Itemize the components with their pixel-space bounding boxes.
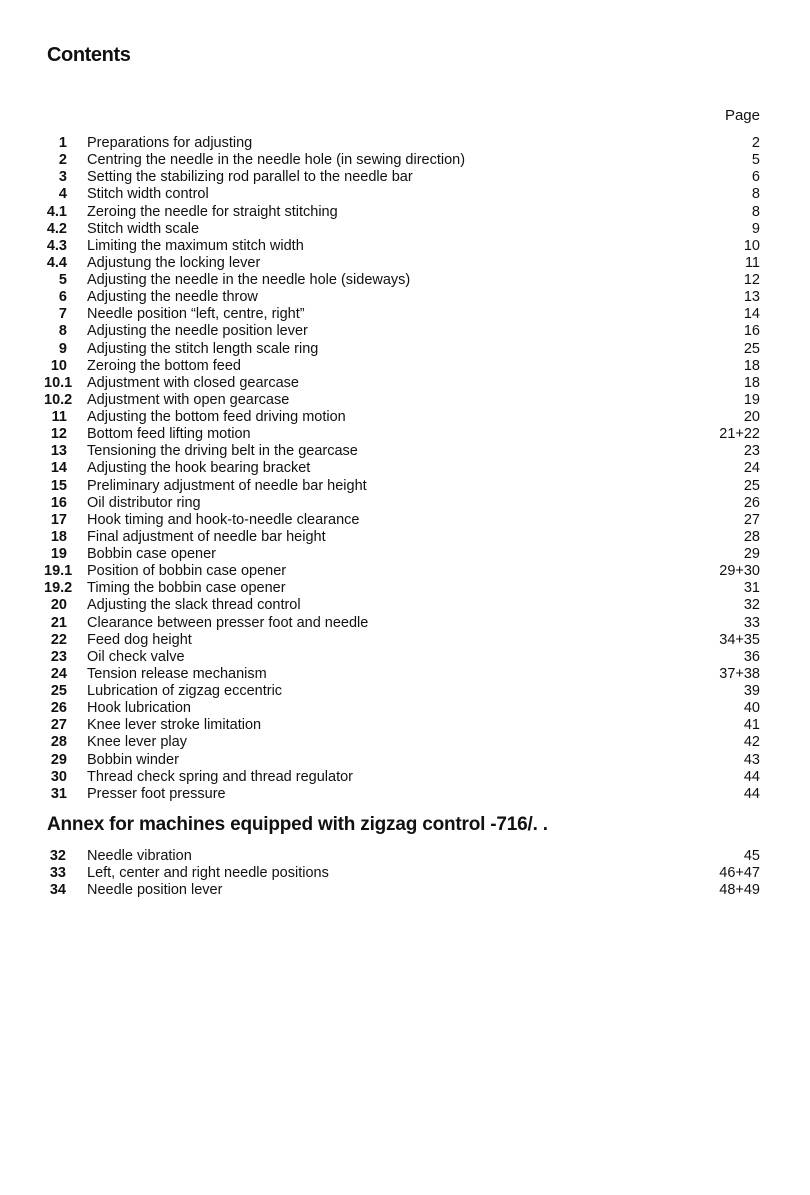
- toc-entry: [0, 135, 810, 152]
- toc-entry-page: 12: [743, 272, 760, 288]
- toc-entry-page: 42: [743, 734, 760, 751]
- toc-entry-title: Adjusting the needle position lever: [87, 323, 308, 340]
- toc-entry-number: 29: [50, 751, 67, 768]
- toc-entry-title: Adjusting the needle throw: [87, 289, 258, 306]
- toc-entry: [0, 221, 810, 238]
- toc-entry-page: 18: [743, 374, 760, 391]
- toc-entry-title: Adjusting the slack thread control: [87, 597, 301, 614]
- toc-entry-title: Limiting the maximum stitch width: [87, 237, 304, 254]
- toc-entry: [0, 752, 810, 769]
- toc-entry-page: 19: [743, 391, 760, 408]
- toc-entry: [0, 786, 810, 803]
- toc-entry-number: 1: [58, 135, 67, 151]
- toc-entry: [0, 512, 810, 529]
- toc-entry-title: Bobbin winder: [87, 751, 179, 768]
- toc-entry-page: 26: [743, 494, 760, 511]
- toc-entry-page: 14: [743, 306, 760, 323]
- toc-entry-number: 6: [58, 289, 67, 306]
- toc-entry-number: 10: [50, 357, 67, 374]
- toc-entry-number: 11: [51, 409, 67, 425]
- toc-entry-number: 8: [58, 323, 67, 340]
- toc-entry-page: 24: [743, 460, 760, 477]
- toc-entry-number: 4: [58, 186, 67, 203]
- toc-entry-page: 5: [751, 152, 760, 169]
- toc-entry-title: Stitch width control: [87, 186, 209, 203]
- toc-entry-title: Thread check spring and thread regulator: [87, 768, 353, 785]
- toc-entry: [0, 409, 810, 426]
- page-column-header: Page: [724, 107, 760, 124]
- toc-entry-number: 19.2: [44, 580, 73, 597]
- toc-entry-page: 31: [743, 580, 760, 597]
- toc-entry-page: 2: [751, 135, 760, 151]
- toc-entry-number: 3: [58, 169, 67, 186]
- toc-entry-title: Left, center and right needle positions: [87, 865, 329, 882]
- toc-entry-number: 25: [50, 683, 67, 699]
- toc-entry: [0, 186, 810, 203]
- toc-entry-page: 34+35: [719, 631, 760, 648]
- toc-entry-title: Position of bobbin case opener: [87, 563, 287, 580]
- toc-entry-title: Adjusting the bottom feed driving motion: [87, 409, 346, 425]
- toc-entry-page: 44: [743, 768, 760, 785]
- toc-entry-title: Setting the stabilizing rod parallel to the needle bar: [87, 169, 413, 186]
- toc-entry-page: 45: [743, 848, 760, 864]
- toc-entry: [0, 460, 810, 477]
- toc-entry: [0, 683, 810, 700]
- toc-entry-number: 9: [58, 340, 67, 357]
- toc-entry-number: 31: [50, 785, 67, 802]
- toc-entry-title: Tensioning the driving belt in the gearcase: [87, 443, 358, 460]
- toc-entry-title: Needle position lever: [87, 882, 223, 899]
- toc-entry-number: 32: [49, 848, 66, 864]
- toc-entry: [0, 392, 810, 409]
- toc-entry-page: 16: [743, 323, 760, 340]
- toc-entry-number: 15: [50, 477, 67, 494]
- toc-entry-number: 18: [50, 528, 67, 545]
- toc-entry-page: 48+49: [719, 882, 760, 899]
- toc-entry-page: 37+38: [719, 665, 760, 682]
- toc-entry-title: Final adjustment of needle bar height: [87, 528, 326, 545]
- toc-entry-number: 14: [50, 460, 67, 477]
- toc-entry-number: 30: [50, 768, 67, 785]
- toc-entry-number: 21: [50, 614, 67, 631]
- toc-entry-number: 4.1: [46, 203, 67, 220]
- toc-entry-number: 17: [50, 511, 67, 528]
- toc-entry: [0, 649, 810, 666]
- toc-entry-title: Zeroing the needle for straight stitching: [87, 203, 338, 220]
- toc-entry: [0, 734, 810, 751]
- toc-entry-number: 4.3: [46, 237, 67, 254]
- toc-entry-title: Adjustung the locking lever: [87, 254, 261, 271]
- toc-entry: [0, 255, 810, 272]
- toc-entry: [0, 238, 810, 255]
- toc-entry: [0, 700, 810, 717]
- toc-entry-title: Presser foot pressure: [87, 785, 226, 802]
- toc-entry: [0, 769, 810, 786]
- toc-entry-page: 13: [743, 289, 760, 306]
- toc-entry-title: Preparations for adjusting: [87, 135, 253, 151]
- toc-entry-number: 19.1: [44, 563, 73, 580]
- toc-list: [0, 135, 810, 803]
- toc-entry-title: Knee lever play: [87, 734, 187, 751]
- toc-entry-page: 25: [743, 477, 760, 494]
- toc-entry: [0, 717, 810, 734]
- toc-entry-title: Stitch width scale: [87, 220, 200, 237]
- toc-entry-number: 34: [49, 882, 66, 899]
- toc-entry-page: 29+30: [719, 563, 760, 580]
- toc-entry: [0, 152, 810, 169]
- toc-entry: [0, 375, 810, 392]
- toc-entry-page: 33: [743, 614, 760, 631]
- toc-entry-number: 28: [50, 734, 67, 751]
- toc-entry: [0, 204, 810, 221]
- toc-entry-page: 25: [743, 340, 760, 357]
- toc-entry-page: 29: [743, 546, 760, 562]
- toc-entry-page: 39: [743, 683, 760, 699]
- toc-entry-page: 9: [751, 220, 760, 237]
- toc-entry-number: 22: [50, 631, 67, 648]
- toc-entry-title: Oil check valve: [87, 648, 185, 665]
- toc-entry-title: Tension release mechanism: [87, 665, 267, 682]
- toc-entry: [0, 597, 810, 614]
- toc-entry-title: Hook lubrication: [87, 700, 191, 717]
- toc-entry-title: Oil distributor ring: [87, 494, 201, 511]
- toc-entry-page: 6: [751, 169, 760, 186]
- toc-entry: [0, 529, 810, 546]
- toc-entry-number: 7: [58, 306, 67, 323]
- toc-entry: [0, 272, 810, 289]
- toc-entry: [0, 615, 810, 632]
- toc-entry-page: 8: [751, 203, 760, 220]
- toc-entry: [0, 495, 810, 512]
- toc-entry-page: 27: [743, 511, 760, 528]
- toc-entry-title: Preliminary adjustment of needle bar height: [87, 477, 367, 494]
- toc-entry-page: 8: [751, 186, 760, 203]
- toc-entry-page: 44: [743, 785, 760, 802]
- toc-entry-page: 10: [743, 237, 760, 254]
- toc-entry-number: 10.2: [44, 391, 73, 408]
- toc-entry-title: Needle position “left, centre, right”: [87, 306, 305, 323]
- toc-entry-title: Adjusting the hook bearing bracket: [87, 460, 311, 477]
- toc-entry-number: 5: [58, 272, 67, 288]
- page-title: Contents: [47, 44, 131, 66]
- toc-entry: [0, 306, 810, 323]
- toc-entry: [0, 443, 810, 460]
- toc-entry-title: Hook timing and hook-to-needle clearance: [87, 511, 360, 528]
- toc-entry-page: 21+22: [719, 426, 760, 443]
- toc-entry: [0, 666, 810, 683]
- toc-entry-number: 2: [58, 152, 67, 169]
- toc-entry-title: Adjustment with open gearcase: [87, 391, 290, 408]
- toc-entry-page: 11: [744, 254, 760, 271]
- toc-entry-number: 26: [50, 700, 67, 717]
- toc-entry-title: Knee lever stroke limitation: [87, 717, 262, 734]
- toc-entry: [0, 358, 810, 375]
- toc-entry-page: 32: [743, 597, 760, 614]
- toc-entry-page: 20: [743, 409, 760, 425]
- toc-entry-page: 28: [743, 528, 760, 545]
- toc-entry: [0, 341, 810, 358]
- toc-entry-title: Zeroing the bottom feed: [87, 357, 241, 374]
- toc-entry-title: Timing the bobbin case opener: [87, 580, 286, 597]
- toc-entry-number: 33: [49, 865, 66, 882]
- toc-entry-title: Bottom feed lifting motion: [87, 426, 251, 443]
- toc-entry-number: 10.1: [44, 374, 73, 391]
- toc-entry-page: 23: [743, 443, 760, 460]
- toc-entry-number: 27: [50, 717, 67, 734]
- toc-entry-number: 12: [50, 426, 67, 443]
- toc-entry: [0, 169, 810, 186]
- toc-entry-number: 20: [50, 597, 67, 614]
- toc-entry-title: Adjusting the stitch length scale ring: [87, 340, 319, 357]
- toc-entry-page: 41: [743, 717, 760, 734]
- toc-entry: [0, 632, 810, 649]
- toc-entry: [0, 289, 810, 306]
- toc-entry: [0, 882, 810, 899]
- toc-entry-page: 18: [743, 357, 760, 374]
- toc-entry: [0, 865, 810, 882]
- toc-entry-page: 43: [743, 751, 760, 768]
- toc-entry-number: 4.2: [46, 220, 67, 237]
- toc-entry-title: Clearance between presser foot and needle: [87, 614, 369, 631]
- toc-entry-page: 36: [743, 648, 760, 665]
- toc-entry: [0, 563, 810, 580]
- toc-entry: [0, 580, 810, 597]
- annex-heading: Annex for machines equipped with zigzag control -716/. .: [47, 814, 548, 835]
- toc-entry-title: Bobbin case opener: [87, 546, 216, 562]
- toc-entry-number: 13: [50, 443, 67, 460]
- toc-entry: [0, 426, 810, 443]
- toc-entry-title: Adjusting the needle in the needle hole (sideways): [87, 272, 411, 288]
- toc-entry: [0, 848, 810, 865]
- toc-entry: [0, 546, 810, 563]
- toc-entry: [0, 323, 810, 340]
- annex-list: [0, 848, 810, 899]
- toc-entry-number: 4.4: [46, 254, 67, 271]
- toc-entry-title: Lubrication of zigzag eccentric: [87, 683, 283, 699]
- toc-entry: [0, 478, 810, 495]
- toc-entry-number: 16: [50, 494, 67, 511]
- toc-entry-title: Feed dog height: [87, 631, 192, 648]
- toc-entry-page: 40: [743, 700, 760, 717]
- toc-entry-title: Adjustment with closed gearcase: [87, 374, 299, 391]
- toc-entry-number: 19: [50, 546, 67, 562]
- toc-entry-number: 23: [50, 648, 67, 665]
- toc-entry-title: Centring the needle in the needle hole (in sewing direction): [87, 152, 466, 169]
- toc-entry-page: 46+47: [719, 865, 760, 882]
- toc-entry-number: 24: [50, 665, 67, 682]
- toc-entry-title: Needle vibration: [87, 848, 192, 864]
